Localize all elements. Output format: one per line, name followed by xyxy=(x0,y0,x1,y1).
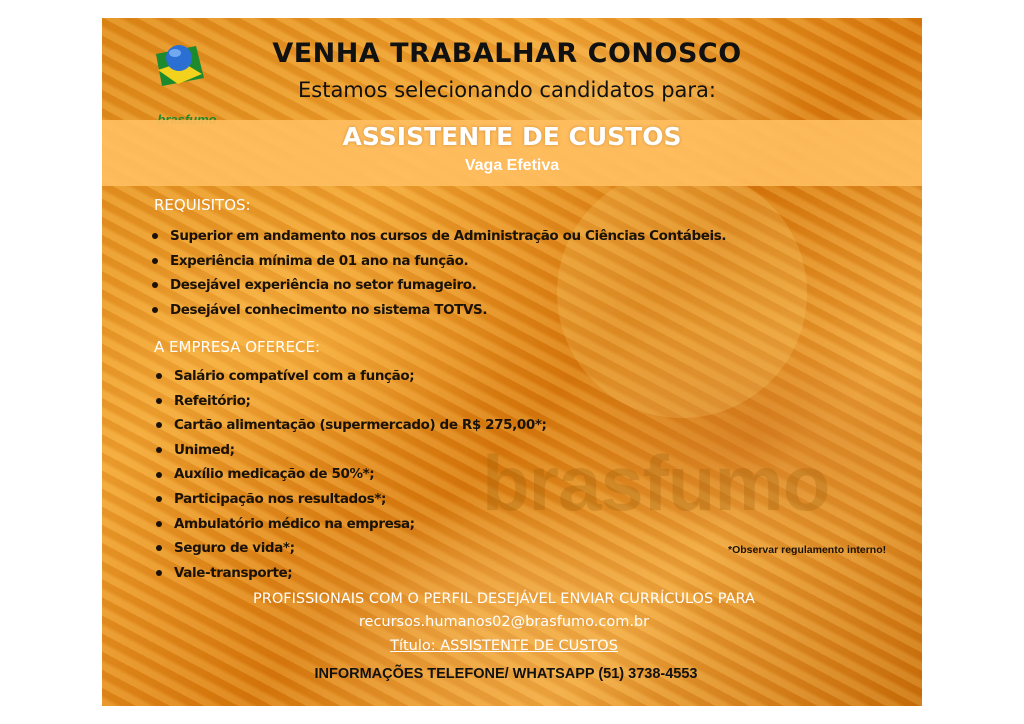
benefit-item: Salário compatível com a função; xyxy=(154,364,547,389)
contact-phone: INFORMAÇÕES TELEFONE/ WHATSAPP (51) 3738-4553 xyxy=(314,666,698,682)
benefits-list xyxy=(154,364,547,585)
requirement-item: Desejável experiência no setor fumageiro. xyxy=(150,273,726,298)
page-title: VENHA TRABALHAR CONOSCO xyxy=(272,38,742,69)
requirement-item: Desejável conhecimento no sistema TOTVS. xyxy=(150,298,726,323)
benefit-item: Ambulatório médico na empresa; xyxy=(154,512,547,537)
requirement-item: Experiência mínima de 01 ano na função. xyxy=(150,249,726,274)
requirements-list xyxy=(150,224,726,322)
page-subtitle: Estamos selecionando candidatos para: xyxy=(298,78,716,102)
job-title: ASSISTENTE DE CUSTOS xyxy=(342,122,682,151)
benefit-item: Refeitório; xyxy=(154,389,547,414)
job-poster xyxy=(102,18,922,706)
brasfumo-logo xyxy=(142,40,222,110)
requirements-heading: REQUISITOS: xyxy=(154,196,251,214)
contact-email-link[interactable]: recursos.humanos02@brasfumo.com.br xyxy=(358,614,650,630)
benefit-item: Participação nos resultados*; xyxy=(154,487,547,512)
benefit-item: Cartão alimentação (supermercado) de R$ 275,00*; xyxy=(154,413,547,438)
benefit-item: Unimed; xyxy=(154,438,547,463)
watermark-logo-text: brasfumo xyxy=(482,439,830,527)
job-type: Vaga Efetiva xyxy=(464,157,560,174)
email-subject-line: Título: ASSISTENTE DE CUSTOS xyxy=(390,638,618,654)
benefit-item: Auxílio medicação de 50%*; xyxy=(154,462,547,487)
requirement-item: Superior em andamento nos cursos de Administração ou Ciências Contábeis. xyxy=(150,224,726,249)
application-instructions: PROFISSIONAIS COM O PERFIL DESEJÁVEL ENVIAR CURRÍCULOS PARA xyxy=(253,591,755,607)
benefits-heading: A EMPRESA OFERECE: xyxy=(154,338,321,356)
regulation-note: *Observar regulamento interno! xyxy=(728,544,887,556)
benefit-item: Vale-transporte; xyxy=(154,561,547,586)
benefit-item: Seguro de vida*; xyxy=(154,536,547,561)
logo-globe-icon xyxy=(152,40,207,90)
